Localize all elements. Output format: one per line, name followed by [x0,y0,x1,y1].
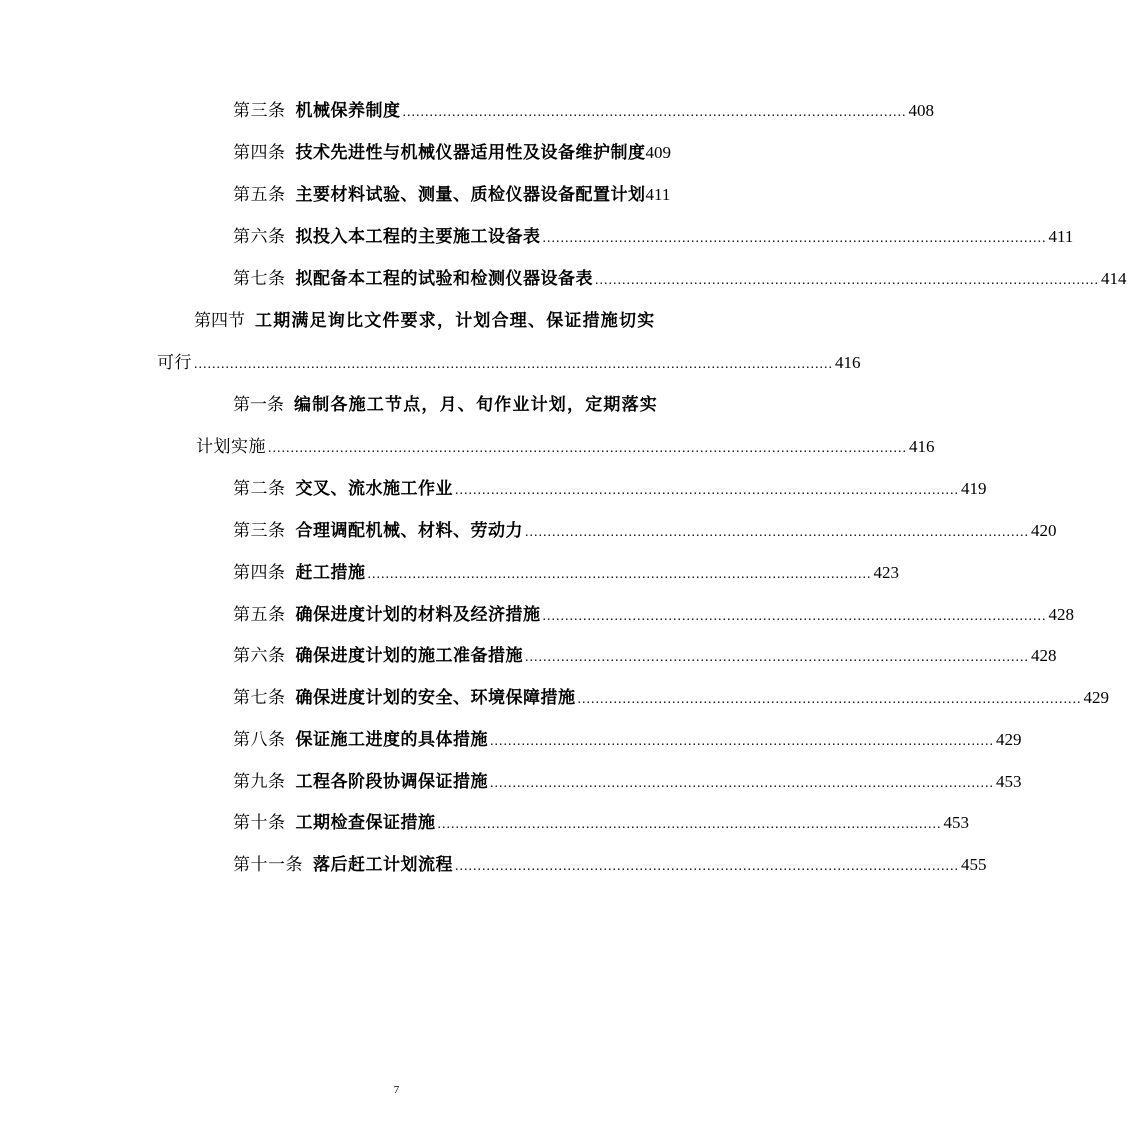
toc-entry-number: 第五条 [233,605,286,624]
toc-entry[interactable] [233,558,899,584]
toc-entry-page: 409 [645,143,671,162]
toc-section-entry[interactable] [194,306,684,332]
toc-entry-page: 453 [943,813,969,832]
toc-entry-number: 第二条 [233,479,286,498]
toc-entry[interactable] [233,222,1074,248]
toc-entry-title: 机械保养制度 [295,101,401,121]
toc-entry-page: 453 [996,772,1022,791]
toc-entry-page: 428 [1031,646,1057,665]
toc-leader-dots: ................................................................................................................ [542,231,1047,246]
toc-entry[interactable] [233,600,1074,626]
toc-entry-number: 第三条 [233,521,286,540]
toc-entry-number: 第一条 [233,395,284,414]
toc-entry-number: 第三条 [233,101,286,120]
toc-leader-dots: .............................................................................................................................................. [194,357,833,372]
toc-entry[interactable] [233,96,934,122]
toc-entry-number: 第四节 [194,311,245,330]
toc-entry-number: 第六条 [233,646,286,665]
toc-entry-title-continued: 计划实施 [196,437,266,457]
toc-leader-dots: ................................................................................................................ [402,105,907,120]
toc-entry-title: 确保进度计划的材料及经济措施 [295,605,541,625]
toc-entry[interactable] [233,138,699,164]
toc-entry[interactable] [233,516,1057,542]
toc-entry-page: 429 [996,730,1022,749]
toc-entry-title: 工期检查保证措施 [295,813,436,833]
page-number-footer: 7 [393,1084,400,1096]
toc-leader-dots: ................................................................................................................ [525,525,1029,540]
toc-entry[interactable] [233,180,699,206]
toc-entry-page: 419 [961,479,987,498]
toc-entry-number: 第十一条 [233,855,303,874]
toc-entry[interactable] [233,641,1057,667]
toc-entry[interactable] [233,264,1127,290]
toc-entry-page: 429 [1083,688,1109,707]
toc-entry[interactable] [233,808,969,834]
toc-entry[interactable] [233,390,684,416]
toc-entry-title-continued: 可行 [157,353,192,373]
toc-entry-number: 第四条 [233,563,286,582]
toc-entry-page: 414 [1101,269,1127,288]
toc-entry[interactable] [233,474,987,500]
toc-entry-continuation[interactable] [196,432,935,458]
toc-entry-number: 第七条 [233,269,286,288]
toc-entry-title: 落后赶工计划流程 [313,855,453,875]
toc-leader-dots: ................................................................................................................ [577,692,1082,707]
toc-leader-dots: ................................................................................................................ [542,609,1047,624]
toc-leader-dots: .............................................................................................................................................. [268,441,907,456]
toc-entry-page: 420 [1031,521,1057,540]
toc-leader-dots: ................................................................................................................ [490,776,994,791]
toc-leader-dots: ................................................................................................................ [367,567,872,582]
toc-entry-number: 第六条 [233,227,286,246]
toc-entry-number: 第十条 [233,813,286,832]
toc-entry-page: 416 [909,437,935,456]
toc-leader-dots: ................................................................................................................ [455,483,959,498]
toc-entry-title: 拟投入本工程的主要施工设备表 [295,227,541,247]
toc-entry-title: 拟配备本工程的试验和检测仪器设备表 [295,269,593,289]
toc-entry-number: 第八条 [233,730,286,749]
toc-entry-page: 416 [835,353,861,372]
toc-entry-page: 411 [1048,227,1074,246]
toc-leader-dots: ................................................................................................................ [455,859,959,874]
toc-entry[interactable] [233,850,987,876]
toc-entry-page: 408 [908,101,934,120]
toc-entry-title: 主要材料试验、测量、质检仪器设备配置计划 [295,185,646,205]
toc-entry[interactable] [233,683,1109,709]
toc-entry-title: 确保进度计划的施工准备措施 [295,646,523,666]
toc-entry-title: 编制各施工节点，月、旬作业计划，定期落实 [294,395,658,415]
toc-entry-number: 第四条 [233,143,286,162]
toc-leader-dots: ................................................................................................................ [525,650,1029,665]
toc-entry-page: 455 [961,855,987,874]
toc-entry-title: 赶工措施 [295,563,366,583]
toc-entry-title: 工期满足询比文件要求，计划合理、保证措施切实 [255,311,656,331]
toc-entry-title: 确保进度计划的安全、环境保障措施 [295,688,576,708]
toc-entry[interactable] [233,767,1022,793]
toc-entry-title: 技术先进性与机械仪器适用性及设备维护制度 [295,143,646,163]
toc-leader-dots: ................................................................................................................ [595,273,1099,288]
toc-entry-title: 保证施工进度的具体措施 [295,730,488,750]
toc-entry-title: 交叉、流水施工作业 [295,479,453,499]
toc-entry-continuation[interactable] [157,348,861,374]
toc-entry-title: 工程各阶段协调保证措施 [295,772,488,792]
toc-entry-title: 合理调配机械、材料、劳动力 [295,521,523,541]
toc-entry-page: 428 [1048,605,1074,624]
toc-entry-page: 411 [645,185,671,204]
toc-leader-dots: ................................................................................................................ [437,817,942,832]
toc-entry-page: 423 [873,563,899,582]
toc-entry-number: 第七条 [233,688,286,707]
toc-entry[interactable] [233,725,1022,751]
toc-entry-number: 第九条 [233,772,286,791]
toc-leader-dots: ................................................................................................................ [490,734,994,749]
toc-entry-number: 第五条 [233,185,286,204]
